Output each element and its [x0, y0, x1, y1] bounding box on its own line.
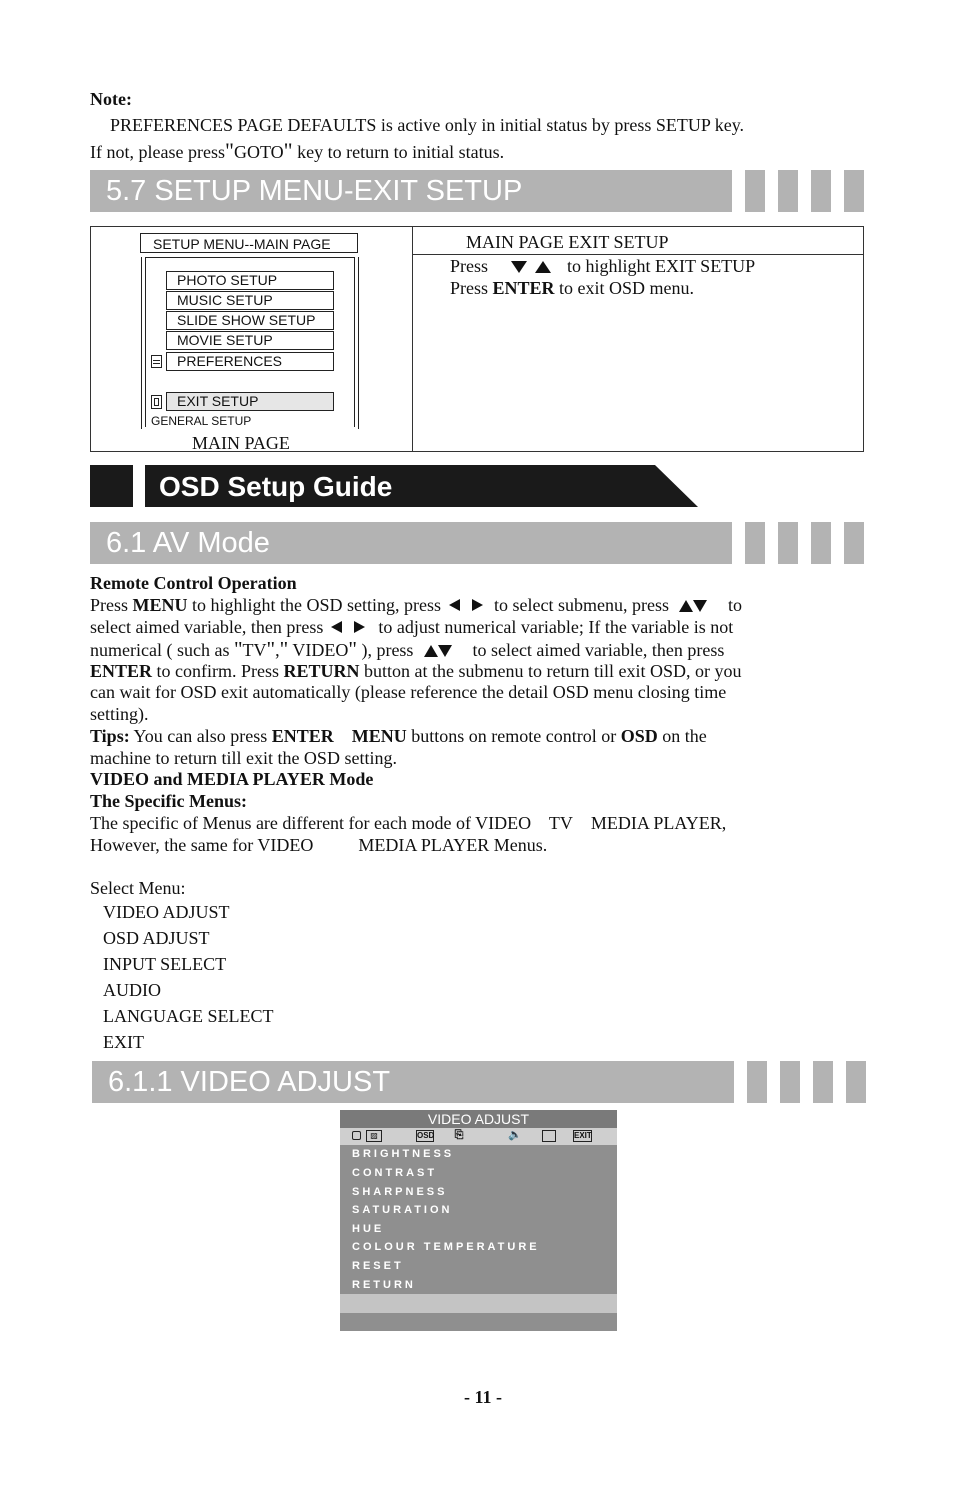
- menu-item-exit-setup[interactable]: EXIT SETUP: [166, 392, 334, 411]
- main-page-caption: MAIN PAGE: [192, 433, 290, 453]
- header-decor-block: [780, 1061, 800, 1103]
- picture-icon[interactable]: ▨: [366, 1130, 382, 1142]
- banner-block: [90, 465, 133, 507]
- hand-pointer-icon: [352, 1131, 361, 1140]
- osd-item-contrast[interactable]: CONTRAST: [352, 1167, 438, 1179]
- select-menu-label: Select Menu:: [90, 878, 186, 898]
- body-line-5: can wait for OSD exit automatically (please reference the detail OSD menu closing time: [90, 682, 727, 702]
- select-item-osd-adjust: OSD ADJUST: [103, 928, 210, 948]
- osd-icon-bar: [340, 1128, 617, 1145]
- osd-menu-title: VIDEO ADJUST: [340, 1110, 617, 1128]
- body-line-6: setting).: [90, 704, 149, 724]
- header-decor-block: [745, 170, 765, 212]
- setup-menu-title: SETUP MENU--MAIN PAGE: [140, 233, 358, 253]
- note-heading: Note:: [90, 89, 132, 109]
- up-down-arrows-icon: [418, 643, 468, 657]
- left-right-arrows-icon: [328, 620, 374, 634]
- exit-icon[interactable]: EXIT: [574, 1131, 592, 1140]
- exit-setup-header: MAIN PAGE EXIT SETUP: [466, 232, 669, 252]
- language-icon[interactable]: [542, 1130, 556, 1142]
- osd-icon[interactable]: OSD: [417, 1131, 435, 1140]
- body-line-1: Press MENU to highlight the OSD setting, press to select submenu, press to: [90, 595, 742, 615]
- osd-item-brightness[interactable]: BRIGHTNESS: [352, 1148, 455, 1160]
- header-decor-block: [747, 1061, 767, 1103]
- header-decor-block: [811, 522, 831, 564]
- body-line-3: numerical ( such as "TV"," VIDEO" ), press to select aimed variable, then press: [90, 637, 725, 661]
- up-down-arrows-icon: [673, 598, 723, 612]
- tips-line-1: Tips: You can also press ENTER MENU buttons on remote control or OSD on the: [90, 726, 707, 746]
- section-title: 6.1.1 VIDEO ADJUST: [108, 1066, 391, 1098]
- section-header-5-7: [90, 170, 732, 212]
- body-line-4: ENTER to confirm. Press RETURN button at the submenu to return till exit OSD, or you: [90, 661, 742, 681]
- osd-guide-title: OSD Setup Guide: [159, 471, 393, 502]
- header-decor-block: [811, 170, 831, 212]
- header-decor-block: [844, 170, 864, 212]
- enter-instruction: Press ENTER to exit OSD menu.: [450, 278, 695, 298]
- section-title: 6.1 AV Mode: [106, 527, 270, 559]
- header-decor-block: [844, 522, 864, 564]
- header-decor-block: [745, 522, 765, 564]
- down-up-arrows-icon: [493, 259, 563, 273]
- section-header-6-1: [90, 522, 732, 564]
- specific-line-1: The specific of Menus are different for each mode of VIDEO TV MEDIA PLAYER,: [90, 813, 727, 833]
- menu-item-slide-show-setup[interactable]: SLIDE SHOW SETUP: [166, 311, 334, 330]
- remote-control-heading: Remote Control Operation: [90, 573, 297, 593]
- exit-icon: [151, 395, 162, 409]
- select-item-input-select: INPUT SELECT: [103, 954, 227, 974]
- mode-heading: VIDEO and MEDIA PLAYER Mode: [90, 769, 374, 789]
- header-decor-block: [846, 1061, 866, 1103]
- osd-item-return[interactable]: RETURN: [352, 1279, 416, 1291]
- header-decor-block: [778, 170, 798, 212]
- select-item-language-select: LANGUAGE SELECT: [103, 1006, 274, 1026]
- select-item-exit: EXIT: [103, 1032, 144, 1052]
- input-select-icon[interactable]: ⎘: [454, 1129, 464, 1141]
- select-item-audio: AUDIO: [103, 980, 161, 1000]
- body-line-2: select aimed variable, then press to adjust numerical variable; If the variable is not: [90, 617, 734, 637]
- header-decor-block: [813, 1061, 833, 1103]
- osd-item-hue[interactable]: HUE: [352, 1223, 385, 1235]
- section-header-6-1-1: [92, 1061, 734, 1103]
- header-decor-block: [778, 522, 798, 564]
- menu-item-preferences[interactable]: PREFERENCES: [166, 352, 334, 371]
- osd-item-sharpness[interactable]: SHARPNESS: [352, 1186, 448, 1198]
- page-number: - 11 -: [464, 1387, 502, 1407]
- tips-line-2: machine to return till exit the OSD setting.: [90, 748, 397, 768]
- general-setup-label: GENERAL SETUP: [151, 414, 252, 428]
- osd-item-saturation[interactable]: SATURATION: [352, 1204, 453, 1216]
- osd-status-bar: [340, 1294, 617, 1313]
- menu-item-music-setup[interactable]: MUSIC SETUP: [166, 291, 334, 310]
- speaker-icon[interactable]: 🔈: [508, 1129, 522, 1141]
- highlight-instruction: Press to highlight EXIT SETUP: [450, 256, 756, 276]
- left-right-arrows-icon: [446, 598, 490, 612]
- osd-item-colour-temperature[interactable]: COLOUR TEMPERATURE: [352, 1241, 540, 1253]
- select-item-video-adjust: VIDEO ADJUST: [103, 902, 230, 922]
- note-line-1: PREFERENCES PAGE DEFAULTS is active only in initial status by press SETUP key.: [110, 115, 745, 135]
- specific-menus-heading: The Specific Menus:: [90, 791, 247, 811]
- exit-setup-table: [90, 226, 864, 452]
- note-line-2: If not, please press"GOTO" key to return to initial status.: [90, 138, 505, 163]
- preferences-icon: [151, 355, 162, 368]
- menu-item-photo-setup[interactable]: PHOTO SETUP: [166, 271, 334, 290]
- section-title: 5.7 SETUP MENU-EXIT SETUP: [106, 175, 523, 207]
- osd-item-reset[interactable]: RESET: [352, 1260, 404, 1272]
- video-adjust-osd-menu: [340, 1110, 617, 1331]
- menu-item-movie-setup[interactable]: MOVIE SETUP: [166, 331, 334, 350]
- specific-line-2: However, the same for VIDEO MEDIA PLAYER Menus.: [90, 835, 548, 855]
